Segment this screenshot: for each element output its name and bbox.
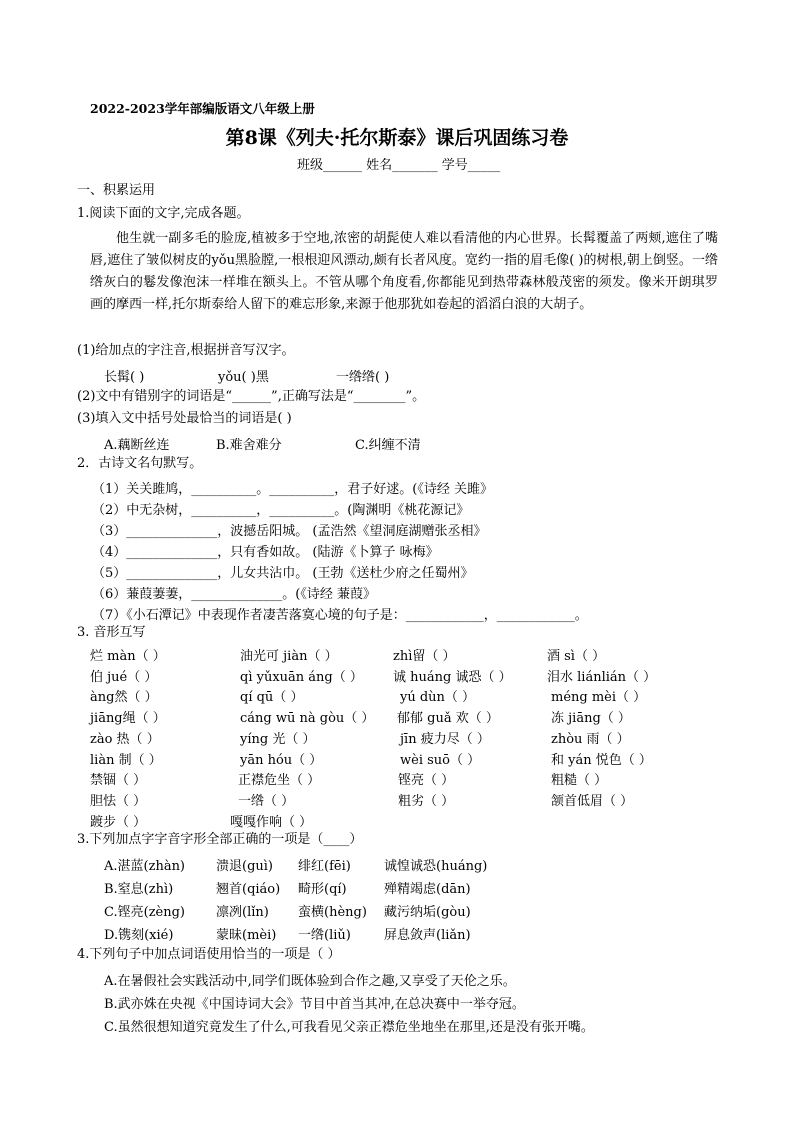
pinyin-item: cáng wū nà gòu（ ） bbox=[240, 711, 375, 726]
poem-line: （5）______________，儿女共沾巾。 (王勃《送杜少府之任蜀州》 bbox=[92, 566, 474, 581]
pinyin-item: 郁郁 guǎ 欢（ ） bbox=[397, 711, 499, 726]
pinyin-item: wèi suō（ ） bbox=[400, 753, 481, 768]
page-title: 第8课《列夫·托尔斯泰》课后巩固练习卷 bbox=[225, 127, 569, 149]
pinyin-item: 泪水 liánlián（ ） bbox=[547, 670, 657, 685]
q1-sub2: (2)文中有错别字的词语是“______”,正确写法是“________”。 bbox=[77, 389, 426, 404]
course-header: 2022-2023学年部编版语文八年级上册 bbox=[90, 101, 315, 116]
pinyin-item: qí qū（ ） bbox=[240, 690, 304, 705]
pinyin-item: jīn 疲力尽（ ） bbox=[400, 732, 490, 747]
choice-item: 一绺(liǔ) bbox=[298, 928, 351, 943]
pinyin-item: qì yǔxuān áng（ ） bbox=[240, 670, 363, 685]
pinyin-item: jiāng绳（ ） bbox=[90, 711, 166, 726]
pinyin-item: zhì留（ ） bbox=[393, 649, 456, 664]
poem-line: （6）蒹葭萋萋，______________。(《诗经 蒹葭》 bbox=[92, 587, 376, 602]
pinyin-item: 粗糙（ ） bbox=[551, 773, 608, 788]
choice-item: 殚精竭虑(dān) bbox=[384, 882, 471, 897]
pinyin-item: 胆怯（ ） bbox=[90, 794, 147, 809]
pinyin-item: yú dùn（ ） bbox=[400, 690, 476, 705]
poem-line: （7）《小石潭记》中表现作者凄苦落寞心境的句子是：____________，____________。 bbox=[92, 608, 588, 623]
pinyin-item: 冻 jiāng（ ） bbox=[551, 711, 631, 726]
pinyin-item: 正襟危坐（ ） bbox=[238, 773, 321, 788]
question-4-stem: 4.下列句子中加点词语使用恰当的一项是（ ） bbox=[77, 947, 341, 962]
poem-line: （2）中无杂树，__________，__________。(陶渊明《桃花源记》 bbox=[92, 503, 470, 518]
choice-item: 诚惶诚恐(huáng) bbox=[384, 859, 488, 874]
pinyin-item: 和 yán 悦色（ ） bbox=[551, 753, 652, 768]
choice-item: 畸形(qí) bbox=[298, 882, 347, 897]
pinyin-item: 一绺（ ） bbox=[238, 794, 295, 809]
choice-item: B.窒息(zhì) bbox=[104, 882, 174, 897]
q1-sub1: (1)给加点的字注音,根据拼音写汉字。 bbox=[77, 343, 295, 358]
section-heading: 一、积累运用 bbox=[77, 183, 156, 198]
pinyin-item: 颔首低眉（ ） bbox=[551, 794, 634, 809]
choice-item: 翘首(qiáo) bbox=[216, 882, 281, 897]
question-1-stem: 1.阅读下面的文字,完成各题。 bbox=[77, 206, 250, 221]
option-c: C.纠缠不清 bbox=[355, 438, 421, 453]
pinyin-item: 嘎嘎作响（ ） bbox=[230, 815, 313, 830]
q1-sub3: (3)填入文中括号处最恰当的词语是( ) bbox=[77, 411, 292, 426]
choice-item: 凛冽(lǐn) bbox=[216, 905, 269, 920]
choice-item: 屏息敛声(liǎn) bbox=[384, 928, 471, 943]
pinyin-item: zào 热（ ） bbox=[90, 732, 160, 747]
pinyin-item: 烂 màn（ ） bbox=[90, 649, 166, 664]
q4-option-c: C.虽然很想知道究竟发生了什么,可我看见父亲正襟危坐地坐在那里,还是没有张开嘴。 bbox=[104, 1020, 594, 1035]
pinyin-item: 诚 huáng 诚恐（ ） bbox=[393, 670, 512, 685]
pinyin-item: 油光可 jiàn（ ） bbox=[240, 649, 338, 664]
pinyin-item: 禁锢（ ） bbox=[90, 773, 147, 788]
q1-sub1-item: 长髯( ) bbox=[104, 370, 145, 385]
q1-sub1-item: 一绺绺( ) bbox=[336, 370, 390, 385]
pinyin-item: yíng 光（ ） bbox=[240, 732, 316, 747]
question-3b-stem: 3.下列加点字字音字形全部正确的一项是（____） bbox=[77, 832, 363, 847]
choice-item: 溃退(guì) bbox=[216, 859, 273, 874]
student-info-line: 班级______ 姓名_______ 学号_____ bbox=[297, 158, 501, 173]
poem-line: （4）______________，只有香如故。 (陆游《卜算子 咏梅》 bbox=[92, 545, 439, 560]
q4-option-a: A.在暑假社会实践活动中,同学们既体验到合作之趣,又享受了天伦之乐。 bbox=[104, 974, 516, 989]
choice-item: D.镌刻(xié) bbox=[104, 928, 174, 943]
pinyin-item: 酒 sì（ ） bbox=[547, 649, 606, 664]
choice-item: 蛮横(hèng) bbox=[298, 905, 367, 920]
choice-item: 藏污纳垢(gòu) bbox=[384, 905, 471, 920]
pinyin-item: liàn 制（ ） bbox=[90, 753, 162, 768]
reading-passage: 他生就一副多毛的脸庞,植被多于空地,浓密的胡髭使人难以看清他的内心世界。长髯覆盖了两颊,遮住了嘴唇,遮住了皱似树皮的yǒu黑脸膛,一根根迎风漂动,颇有长者风度。宽约一指的眉毛像( )的树根,朝上倒竖。一绺绺灰白的鬈发像泡沫一样堆在额头上。不管从哪个角度看,你都能见到热带森林般茂密的须发。像米开朗琪罗画的摩西一样,托尔斯泰给人留下的难忘形象,来源于他那犹如卷起的滔滔白浪的大胡子。 bbox=[90, 231, 718, 312]
pinyin-item: zhòu 雨（ ） bbox=[551, 732, 630, 747]
pinyin-item: 伯 jué（ ） bbox=[90, 670, 158, 685]
q1-sub1-item: yǒu( )黑 bbox=[218, 370, 269, 385]
question-2-stem: 2．古诗文名句默写。 bbox=[77, 456, 203, 471]
pinyin-item: 踱步（ ） bbox=[90, 815, 147, 830]
question-3-stem: 3. 音形互写 bbox=[77, 625, 146, 640]
choice-item: C.铿亮(zèng) bbox=[104, 905, 185, 920]
choice-item: 绯红(fēi) bbox=[298, 859, 351, 874]
pinyin-item: àng然（ ） bbox=[90, 690, 158, 705]
option-b: B.难舍难分 bbox=[216, 438, 282, 453]
pinyin-item: yān hóu（ ） bbox=[240, 753, 323, 768]
pinyin-item: 粗劣（ ） bbox=[398, 794, 455, 809]
choice-item: A.湛蓝(zhàn) bbox=[104, 859, 186, 874]
choice-item: 蒙昧(mèi) bbox=[216, 928, 277, 943]
poem-line: （1）关关雎鸠，__________。__________，君子好逑。(《诗经 关雎》 bbox=[92, 482, 493, 497]
poem-line: （3）______________，波撼岳阳城。 (孟浩然《望洞庭湖赠张丞相》 bbox=[92, 524, 487, 539]
q4-option-b: B.武亦姝在央视《中国诗词大会》节目中首当其冲,在总决赛中一举夺冠。 bbox=[104, 997, 525, 1012]
pinyin-item: 铿亮（ ） bbox=[398, 773, 455, 788]
option-a: A.藕断丝连 bbox=[104, 438, 170, 453]
pinyin-item: méng mèi（ ） bbox=[551, 690, 647, 705]
